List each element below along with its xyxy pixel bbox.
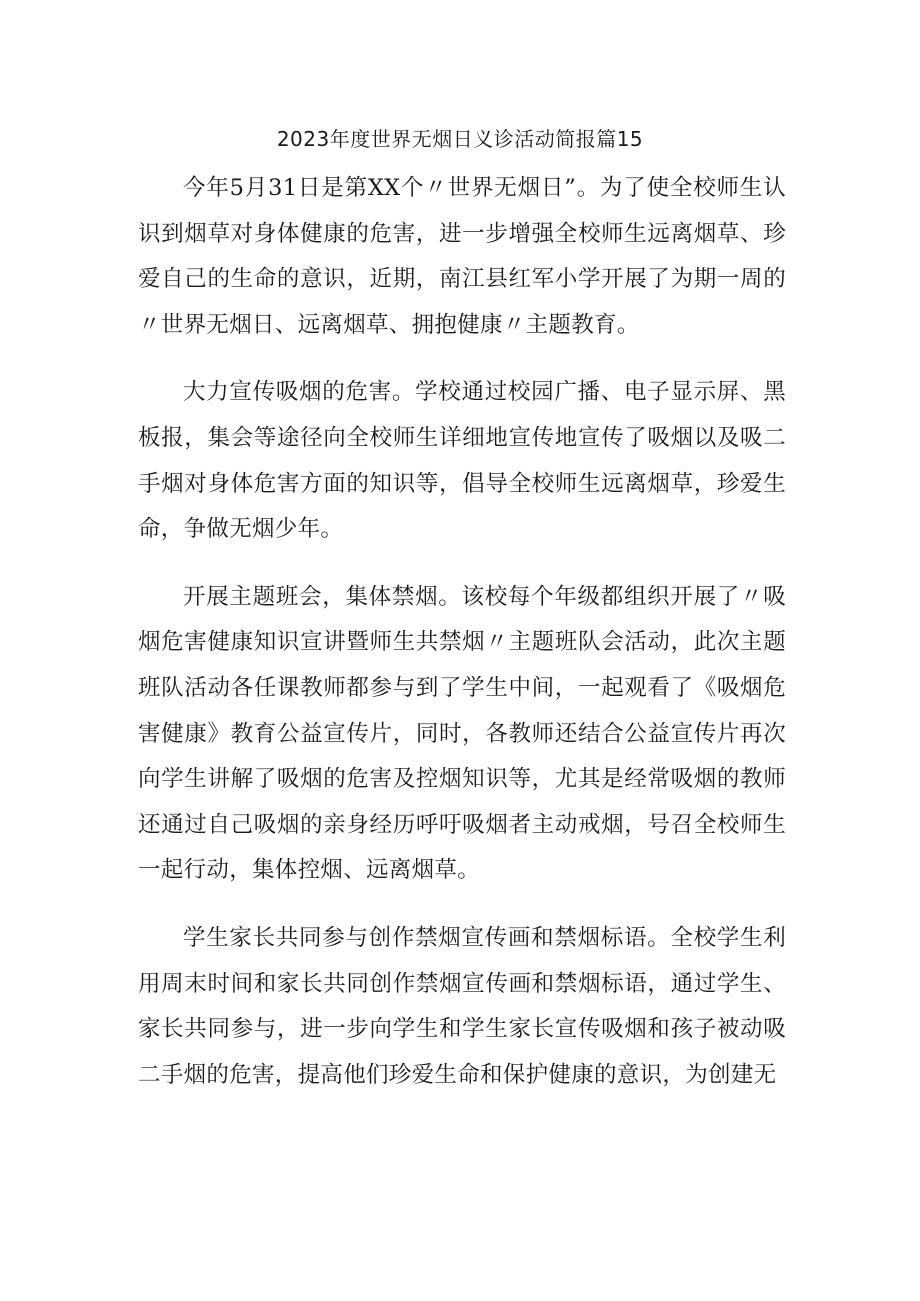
paragraph-2: 大力宣传吸烟的危害。学校通过校园广播、电子显示屏、黑板报，集会等途径向全校师生详细地宣传地宣传了吸烟以及吸二手烟对身体危害方面的知识等，倡导全校师生远离烟草，珍爱生命，争做无烟少年。: [138, 379, 786, 543]
document-title: 2023年度世界无烟日义诊活动简报篇15: [276, 127, 644, 151]
paragraph-3: 开展主题班会，集体禁烟。该校每个年级都组织开展了〃吸烟危害健康知识宣讲暨师生共禁烟〃主题班队会活动，此次主题班队活动各任课教师都参与到了学生中间，一起观看了《吸烟危害健康》教育公益宣传片，同时，各教师还结合公益宣传片再次向学生讲解了吸烟的危害及控烟知识等，尤其是经常吸烟的教师还通过自己吸烟的亲身经历呼吁吸烟者主动戒烟，号召全校师生一起行动，集体控烟、远离烟草。: [138, 583, 786, 884]
paragraph-4: 学生家长共同参与创作禁烟宣传画和禁烟标语。全校学生利用周末时间和家长共同创作禁烟宣传画和禁烟标语，通过学生、家长共同参与，进一步向学生和学生家长宣传吸烟和孩子被动吸二手烟的危害，提高他们珍爱生命和保护健康的意识，为创建无: [138, 924, 786, 1088]
document-body: [138, 166, 786, 1120]
paragraph-1: 今年5月31日是第XX个〃世界无烟日”。为了使全校师生认识到烟草对身体健康的危害，进一步增强全校师生远离烟草、珍爱自己的生命的意识，近期，南江县红军小学开展了为期一周的〃世界无烟日、远离烟草、拥抱健康〃主题教育。: [138, 175, 786, 338]
